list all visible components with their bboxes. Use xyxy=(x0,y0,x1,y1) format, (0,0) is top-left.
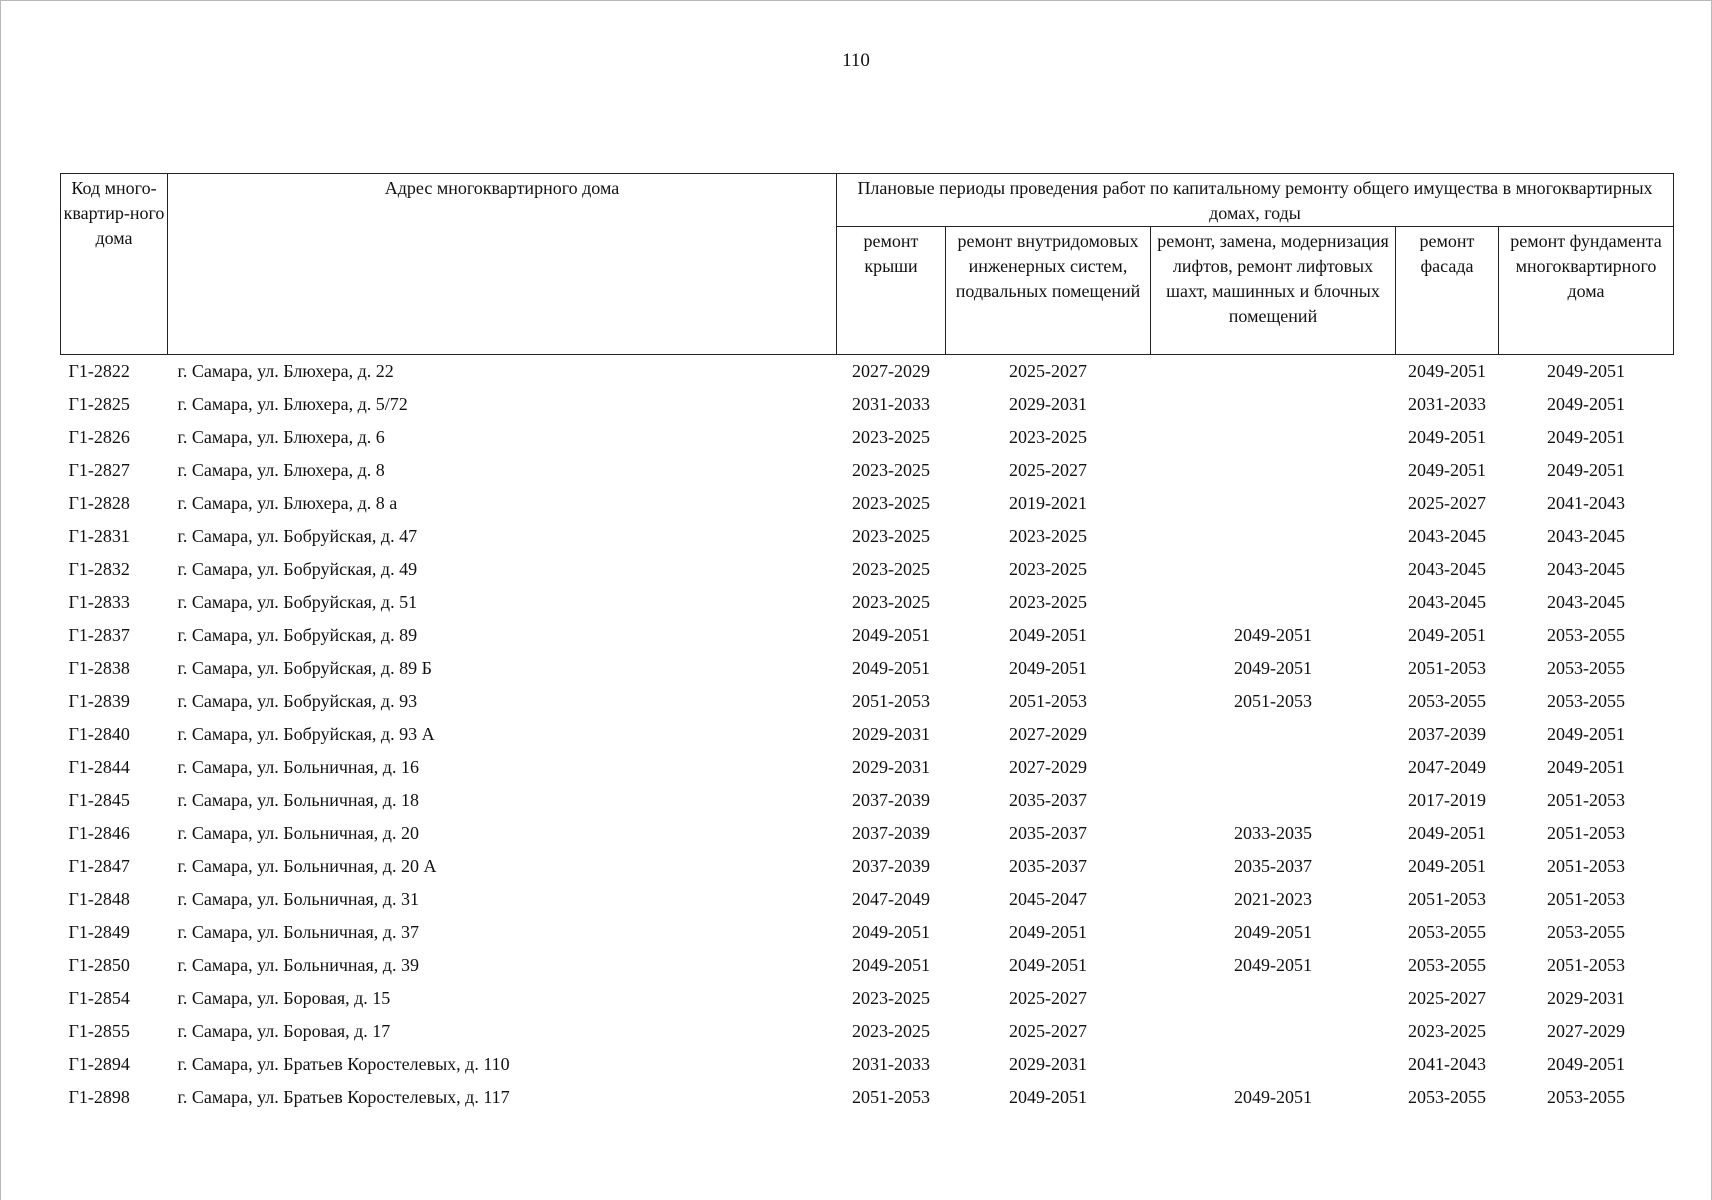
address-cell: г. Самара, ул. Бобруйская, д. 89 Б xyxy=(177,658,432,678)
roof-period-cell: 2049-2051 xyxy=(852,922,930,942)
foundation-period-cell: 2049-2051 xyxy=(1547,1054,1625,1074)
systems-period-cell: 2035-2037 xyxy=(1009,823,1087,843)
table-row xyxy=(61,850,1674,883)
elevators-period-cell xyxy=(1151,718,1396,751)
facade-period-cell: 2053-2055 xyxy=(1408,1087,1486,1107)
systems-period-cell: 2035-2037 xyxy=(1009,790,1087,810)
systems-period-cell: 2029-2031 xyxy=(1009,1054,1087,1074)
address-cell: г. Самара, ул. Бобруйская, д. 47 xyxy=(177,526,418,546)
table-row xyxy=(61,1081,1674,1114)
systems-period-cell: 2023-2025 xyxy=(1009,427,1087,447)
facade-period-cell: 2053-2055 xyxy=(1408,955,1486,975)
house-code-cell: Г1-2838 xyxy=(68,658,130,678)
house-code-cell: Г1-2832 xyxy=(68,559,130,579)
roof-period-cell: 2031-2033 xyxy=(852,1054,930,1074)
header-facade: ремонт фасада xyxy=(1396,227,1499,355)
house-code-cell: Г1-2894 xyxy=(68,1054,130,1074)
table-row xyxy=(61,883,1674,916)
elevators-period-cell: 2035-2037 xyxy=(1234,856,1312,876)
header-address: Адрес многоквартирного дома xyxy=(168,174,837,355)
systems-period-cell: 2025-2027 xyxy=(1009,1021,1087,1041)
scan-border-left xyxy=(0,0,1,1200)
roof-period-cell: 2049-2051 xyxy=(852,658,930,678)
elevators-period-cell: 2051-2053 xyxy=(1234,691,1312,711)
table-row xyxy=(61,784,1674,817)
roof-period-cell: 2047-2049 xyxy=(852,889,930,909)
foundation-period-cell: 2043-2045 xyxy=(1547,592,1625,612)
elevators-period-cell xyxy=(1151,388,1396,421)
roof-period-cell: 2023-2025 xyxy=(852,460,930,480)
table-row xyxy=(61,685,1674,718)
address-cell: г. Самара, ул. Боровая, д. 17 xyxy=(177,1021,391,1041)
foundation-period-cell: 2049-2051 xyxy=(1547,460,1625,480)
elevators-period-cell xyxy=(1151,421,1396,454)
elevators-period-cell: 2021-2023 xyxy=(1234,889,1312,909)
roof-period-cell: 2049-2051 xyxy=(852,955,930,975)
table-row xyxy=(61,817,1674,850)
facade-period-cell: 2049-2051 xyxy=(1408,460,1486,480)
house-code-cell: Г1-2847 xyxy=(68,856,130,876)
elevators-period-cell xyxy=(1151,586,1396,619)
house-code-cell: Г1-2840 xyxy=(68,724,130,744)
facade-period-cell: 2041-2043 xyxy=(1408,1054,1486,1074)
house-code-cell: Г1-2848 xyxy=(68,889,130,909)
house-code-cell: Г1-2850 xyxy=(68,955,130,975)
address-cell: г. Самара, ул. Больничная, д. 31 xyxy=(177,889,419,909)
roof-period-cell: 2023-2025 xyxy=(852,1021,930,1041)
address-cell: г. Самара, ул. Братьев Коростелевых, д. 110 xyxy=(177,1054,510,1074)
elevators-period-cell xyxy=(1151,520,1396,553)
facade-period-cell: 2017-2019 xyxy=(1408,790,1486,810)
roof-period-cell: 2023-2025 xyxy=(852,493,930,513)
foundation-period-cell: 2049-2051 xyxy=(1547,427,1625,447)
roof-period-cell: 2027-2029 xyxy=(852,361,930,381)
foundation-period-cell: 2051-2053 xyxy=(1547,790,1625,810)
elevators-period-cell: 2049-2051 xyxy=(1234,955,1312,975)
elevators-period-cell xyxy=(1151,454,1396,487)
header-roof: ремонт крыши xyxy=(837,227,946,355)
foundation-period-cell: 2029-2031 xyxy=(1547,988,1625,1008)
systems-period-cell: 2049-2051 xyxy=(1009,658,1087,678)
facade-period-cell: 2025-2027 xyxy=(1408,988,1486,1008)
table-body xyxy=(61,355,1674,1115)
address-cell: г. Самара, ул. Больничная, д. 37 xyxy=(177,922,419,942)
header-systems: ремонт внутридомовых инженерных систем, подвальных помещений xyxy=(946,227,1151,355)
table-row xyxy=(61,487,1674,520)
house-code-cell: Г1-2855 xyxy=(68,1021,130,1041)
table-row xyxy=(61,421,1674,454)
table-header xyxy=(61,174,1674,355)
facade-period-cell: 2043-2045 xyxy=(1408,526,1486,546)
facade-period-cell: 2049-2051 xyxy=(1408,856,1486,876)
elevators-period-cell xyxy=(1151,1015,1396,1048)
roof-period-cell: 2051-2053 xyxy=(852,691,930,711)
roof-period-cell: 2023-2025 xyxy=(852,592,930,612)
table-row xyxy=(61,586,1674,619)
facade-period-cell: 2023-2025 xyxy=(1408,1021,1486,1041)
house-code-cell: Г1-2844 xyxy=(68,757,130,777)
table-row xyxy=(61,520,1674,553)
foundation-period-cell: 2049-2051 xyxy=(1547,394,1625,414)
house-code-cell: Г1-2828 xyxy=(68,493,130,513)
house-code-cell: Г1-2854 xyxy=(68,988,130,1008)
house-code-cell: Г1-2833 xyxy=(68,592,130,612)
foundation-period-cell: 2053-2055 xyxy=(1547,658,1625,678)
facade-period-cell: 2049-2051 xyxy=(1408,427,1486,447)
systems-period-cell: 2023-2025 xyxy=(1009,592,1087,612)
header-foundation: ремонт фундамента многоквартирного дома xyxy=(1499,227,1674,355)
systems-period-cell: 2025-2027 xyxy=(1009,988,1087,1008)
foundation-period-cell: 2027-2029 xyxy=(1547,1021,1625,1041)
address-cell: г. Самара, ул. Больничная, д. 16 xyxy=(177,757,419,777)
house-code-cell: Г1-2831 xyxy=(68,526,130,546)
facade-period-cell: 2047-2049 xyxy=(1408,757,1486,777)
systems-period-cell: 2027-2029 xyxy=(1009,724,1087,744)
facade-period-cell: 2049-2051 xyxy=(1408,823,1486,843)
table-row xyxy=(61,652,1674,685)
systems-period-cell: 2035-2037 xyxy=(1009,856,1087,876)
roof-period-cell: 2037-2039 xyxy=(852,823,930,843)
scan-border-top xyxy=(0,0,1712,1)
table-row xyxy=(61,982,1674,1015)
roof-period-cell: 2023-2025 xyxy=(852,988,930,1008)
foundation-period-cell: 2053-2055 xyxy=(1547,922,1625,942)
address-cell: г. Самара, ул. Блюхера, д. 8 xyxy=(177,460,385,480)
facade-period-cell: 2031-2033 xyxy=(1408,394,1486,414)
facade-period-cell: 2053-2055 xyxy=(1408,691,1486,711)
elevators-period-cell xyxy=(1151,553,1396,586)
foundation-period-cell: 2043-2045 xyxy=(1547,559,1625,579)
page-number: 110 xyxy=(842,50,870,71)
foundation-period-cell: 2053-2055 xyxy=(1547,1087,1625,1107)
roof-period-cell: 2023-2025 xyxy=(852,427,930,447)
house-code-cell: Г1-2826 xyxy=(68,427,130,447)
systems-period-cell: 2025-2027 xyxy=(1009,361,1087,381)
roof-period-cell: 2029-2031 xyxy=(852,724,930,744)
foundation-period-cell: 2053-2055 xyxy=(1547,691,1625,711)
table-row xyxy=(61,718,1674,751)
roof-period-cell: 2051-2053 xyxy=(852,1087,930,1107)
address-cell: г. Самара, ул. Блюхера, д. 5/72 xyxy=(177,394,408,414)
roof-period-cell: 2049-2051 xyxy=(852,625,930,645)
elevators-period-cell: 2049-2051 xyxy=(1234,625,1312,645)
roof-period-cell: 2031-2033 xyxy=(852,394,930,414)
address-cell: г. Самара, ул. Больничная, д. 20 xyxy=(177,823,419,843)
house-code-cell: Г1-2845 xyxy=(68,790,130,810)
elevators-period-cell xyxy=(1151,784,1396,817)
foundation-period-cell: 2051-2053 xyxy=(1547,889,1625,909)
systems-period-cell: 2049-2051 xyxy=(1009,955,1087,975)
facade-period-cell: 2025-2027 xyxy=(1408,493,1486,513)
address-cell: г. Самара, ул. Больничная, д. 20 А xyxy=(177,856,437,876)
facade-period-cell: 2043-2045 xyxy=(1408,559,1486,579)
table-row xyxy=(61,388,1674,421)
roof-period-cell: 2023-2025 xyxy=(852,559,930,579)
address-cell: г. Самара, ул. Бобруйская, д. 51 xyxy=(177,592,418,612)
elevators-period-cell: 2049-2051 xyxy=(1234,1087,1312,1107)
house-code-cell: Г1-2825 xyxy=(68,394,130,414)
house-code-cell: Г1-2898 xyxy=(68,1087,130,1107)
foundation-period-cell: 2043-2045 xyxy=(1547,526,1625,546)
address-cell: г. Самара, ул. Боровая, д. 15 xyxy=(177,988,391,1008)
foundation-period-cell: 2051-2053 xyxy=(1547,856,1625,876)
address-cell: г. Самара, ул. Бобруйская, д. 49 xyxy=(177,559,418,579)
systems-period-cell: 2027-2029 xyxy=(1009,757,1087,777)
house-code-cell: Г1-2827 xyxy=(68,460,130,480)
table-row xyxy=(61,454,1674,487)
elevators-period-cell xyxy=(1151,487,1396,520)
roof-period-cell: 2029-2031 xyxy=(852,757,930,777)
address-cell: г. Самара, ул. Блюхера, д. 6 xyxy=(177,427,385,447)
address-cell: г. Самара, ул. Бобруйская, д. 93 А xyxy=(177,724,435,744)
address-cell: г. Самара, ул. Блюхера, д. 22 xyxy=(177,361,394,381)
address-cell: г. Самара, ул. Больничная, д. 18 xyxy=(177,790,419,810)
systems-period-cell: 2029-2031 xyxy=(1009,394,1087,414)
foundation-period-cell: 2051-2053 xyxy=(1547,823,1625,843)
elevators-period-cell: 2049-2051 xyxy=(1234,922,1312,942)
systems-period-cell: 2045-2047 xyxy=(1009,889,1087,909)
house-code-cell: Г1-2846 xyxy=(68,823,130,843)
systems-period-cell: 2049-2051 xyxy=(1009,922,1087,942)
table-row xyxy=(61,553,1674,586)
address-cell: г. Самара, ул. Братьев Коростелевых, д. 117 xyxy=(177,1087,510,1107)
table-row xyxy=(61,1015,1674,1048)
foundation-period-cell: 2049-2051 xyxy=(1547,361,1625,381)
elevators-period-cell xyxy=(1151,982,1396,1015)
capital-repair-table xyxy=(60,173,1674,1114)
foundation-period-cell: 2049-2051 xyxy=(1547,724,1625,744)
facade-period-cell: 2051-2053 xyxy=(1408,889,1486,909)
facade-period-cell: 2051-2053 xyxy=(1408,658,1486,678)
header-code: Код много-квартир-ного дома xyxy=(61,174,168,355)
foundation-period-cell: 2049-2051 xyxy=(1547,757,1625,777)
systems-period-cell: 2049-2051 xyxy=(1009,625,1087,645)
header-elevators: ремонт, замена, модернизация лифтов, ремонт лифтовых шахт, машинных и блочных помещений xyxy=(1151,227,1396,355)
facade-period-cell: 2037-2039 xyxy=(1408,724,1486,744)
roof-period-cell: 2023-2025 xyxy=(852,526,930,546)
systems-period-cell: 2051-2053 xyxy=(1009,691,1087,711)
facade-period-cell: 2053-2055 xyxy=(1408,922,1486,942)
foundation-period-cell: 2053-2055 xyxy=(1547,625,1625,645)
elevators-period-cell: 2049-2051 xyxy=(1234,658,1312,678)
address-cell: г. Самара, ул. Бобруйская, д. 89 xyxy=(177,625,418,645)
header-periods-group: Плановые периоды проведения работ по капитальному ремонту общего имущества в многоквартирных домах, годы xyxy=(837,174,1674,227)
roof-period-cell: 2037-2039 xyxy=(852,856,930,876)
address-cell: г. Самара, ул. Больничная, д. 39 xyxy=(177,955,419,975)
table-row xyxy=(61,949,1674,982)
elevators-period-cell xyxy=(1151,355,1396,389)
systems-period-cell: 2023-2025 xyxy=(1009,526,1087,546)
facade-period-cell: 2043-2045 xyxy=(1408,592,1486,612)
address-cell: г. Самара, ул. Блюхера, д. 8 а xyxy=(177,493,398,513)
house-code-cell: Г1-2837 xyxy=(68,625,130,645)
systems-period-cell: 2019-2021 xyxy=(1009,493,1087,513)
table-row xyxy=(61,751,1674,784)
table-row xyxy=(61,619,1674,652)
house-code-cell: Г1-2839 xyxy=(68,691,130,711)
foundation-period-cell: 2041-2043 xyxy=(1547,493,1625,513)
systems-period-cell: 2023-2025 xyxy=(1009,559,1087,579)
roof-period-cell: 2037-2039 xyxy=(852,790,930,810)
facade-period-cell: 2049-2051 xyxy=(1408,625,1486,645)
table-row xyxy=(61,1048,1674,1081)
house-code-cell: Г1-2822 xyxy=(68,361,130,381)
table-row xyxy=(61,355,1674,389)
elevators-period-cell: 2033-2035 xyxy=(1234,823,1312,843)
foundation-period-cell: 2051-2053 xyxy=(1547,955,1625,975)
elevators-period-cell xyxy=(1151,751,1396,784)
table-row xyxy=(61,916,1674,949)
systems-period-cell: 2025-2027 xyxy=(1009,460,1087,480)
systems-period-cell: 2049-2051 xyxy=(1009,1087,1087,1107)
address-cell: г. Самара, ул. Бобруйская, д. 93 xyxy=(177,691,418,711)
elevators-period-cell xyxy=(1151,1048,1396,1081)
facade-period-cell: 2049-2051 xyxy=(1408,361,1486,381)
house-code-cell: Г1-2849 xyxy=(68,922,130,942)
